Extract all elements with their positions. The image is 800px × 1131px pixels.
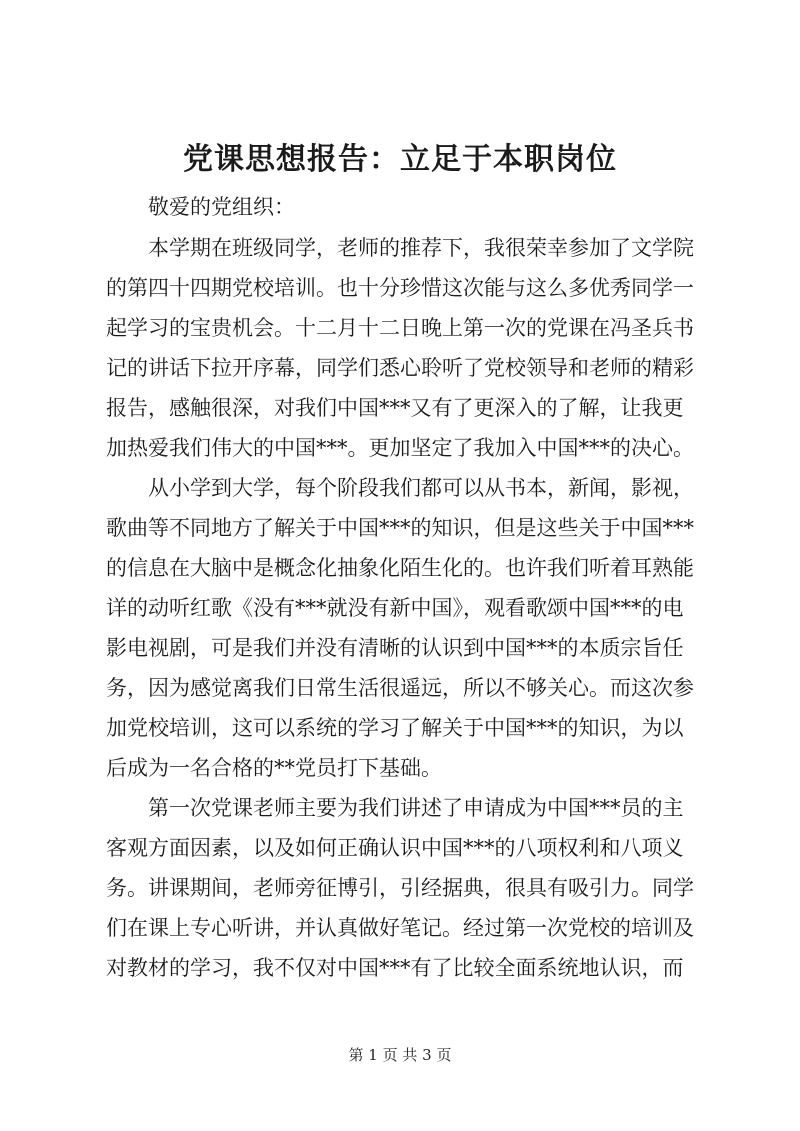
paragraph-line: 们在课上专心听讲，并认真做好笔记。经过第一次党校的培训及 (106, 916, 694, 940)
paragraph-line: 起学习的宝贵机会。十二月十二日晚上第一次的党课在冯圣兵书 (106, 316, 694, 340)
paragraph-line: 详的动听红歌《没有***就没有新中国》，观看歌颂中国***的电 (106, 596, 684, 620)
paragraph-line: 务。讲课期间，老师旁征博引，引经据典，很具有吸引力。同学 (106, 876, 694, 900)
paragraph-line: 第一次党课老师主要为我们讲述了申请成为中国***员的主 (148, 796, 684, 820)
document-title: 党课思想报告：立足于本职岗位 (183, 142, 617, 177)
paragraph-line: 歌曲等不同地方了解关于中国***的知识，但是这些关于中国*** (106, 516, 694, 540)
paragraph-line: 报告，感触很深，对我们中国***又有了更深入的了解，让我更 (106, 396, 684, 420)
paragraph-line: 从小学到大学，每个阶段我们都可以从书本，新闻，影视， (148, 476, 694, 500)
paragraph-line: 加党校培训，这可以系统的学习了解关于中国***的知识，为以 (106, 716, 684, 740)
paragraph-line: 后成为一名合格的**党员打下基础。 (106, 756, 442, 780)
paragraph-line: 影电视剧，可是我们并没有清晰的认识到中国***的本质宗旨任 (106, 636, 684, 660)
paragraph-line: 务，因为感觉离我们日常生活很遥远，所以不够关心。而这次参 (106, 676, 694, 700)
paragraph-line: 本学期在班级同学，老师的推荐下，我很荣幸参加了文学院 (148, 236, 694, 260)
paragraph-line: 对教材的学习，我不仅对中国***有了比较全面系统地认识，而 (106, 956, 684, 980)
salutation: 敬爱的党组织： (148, 195, 295, 219)
paragraph-line: 的第四十四期党校培训。也十分珍惜这次能与这么多优秀同学一 (106, 276, 694, 300)
paragraph-line: 的信息在大脑中是概念化抽象化陌生化的。也许我们听着耳熟能 (106, 556, 694, 580)
paragraph-line: 加热爱我们伟大的中国***。更加坚定了我加入中国***的决心。 (106, 436, 694, 460)
paragraph-line: 记的讲话下拉开序幕，同学们悉心聆听了党校领导和老师的精彩 (106, 356, 694, 380)
paragraph-line: 客观方面因素，以及如何正确认识中国***的八项权利和八项义 (106, 836, 684, 860)
page-number-footer: 第 1 页 共 3 页 (348, 1046, 452, 1064)
